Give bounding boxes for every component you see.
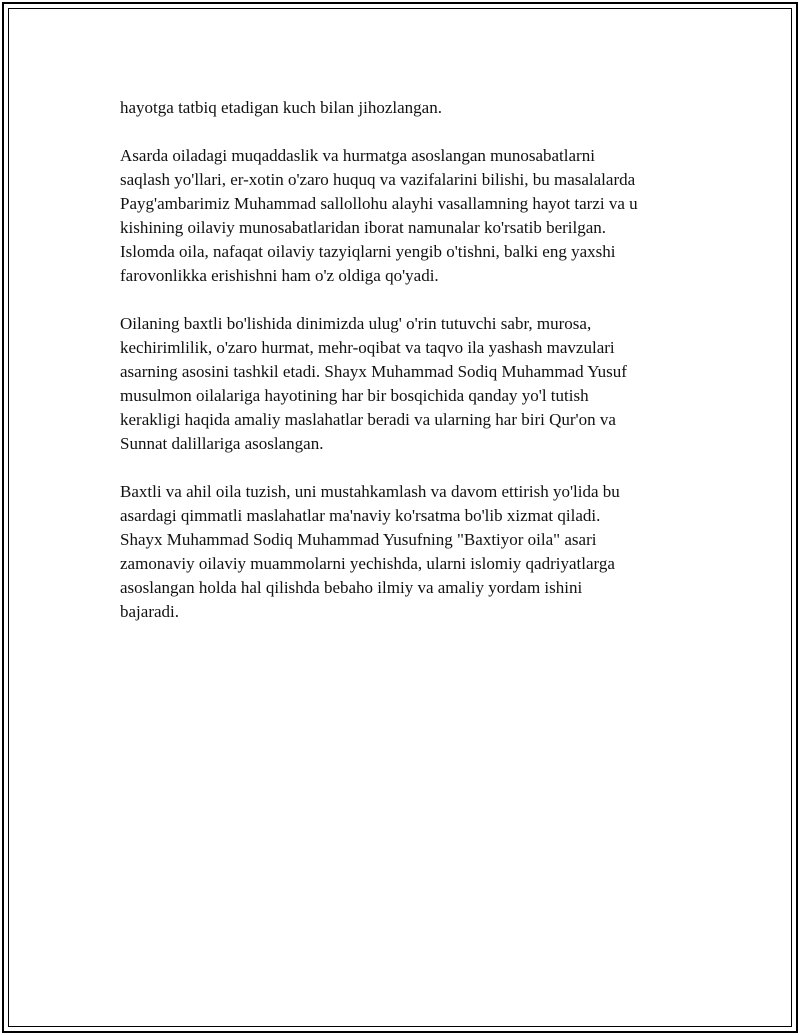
text-line: kerakligi haqida amaliy maslahatlar beradi va ularning har biri Qur'on va [120,410,616,429]
text-line: musulmon oilalariga hayotining har bir bosqichida qanday yo'l tutish [120,386,589,405]
text-line: farovonlikka erishishni ham o'z oldiga qo'yadi. [120,266,439,285]
paragraph-2 [120,144,686,288]
text-line: kechirimlilik, o'zaro hurmat, mehr-oqibat va taqvo ila yashash mavzulari [120,338,615,357]
text-line: Shayx Muhammad Sodiq Muhammad Yusufning "Baxtiyor oila" asari [120,530,597,549]
text-line: Baxtli va ahil oila tuzish, uni mustahkamlash va davom ettirish yo'lida bu [120,482,620,501]
text-line: saqlash yo'llari, er-xotin o'zaro huquq va vazifalarini bilishi, bu masalalarda [120,170,636,189]
text-line: kishining oilaviy munosabatlaridan iborat namunalar ko'rsatib berilgan. [120,218,607,237]
text-line: hayotga tatbiq etadigan kuch bilan jihozlangan. [120,98,442,117]
paragraph-4 [120,480,686,624]
text-line: zamonaviy oilaviy muammolarni yechishda, ularni islomiy qadriyatlarga [120,554,615,573]
page-frame [2,2,798,1033]
document-body [120,96,686,648]
text-line: asardagi qimmatli maslahatlar ma'naviy ko'rsatma bo'lib xizmat qiladi. [120,506,601,525]
paragraph-1 [120,96,686,120]
text-line: Payg'ambarimiz Muhammad sallollohu alayhi vasallamning hayot tarzi va u [120,194,638,213]
paragraph-3 [120,312,686,456]
text-line: Oilaning baxtli bo'lishida dinimizda ulug' o'rin tutuvchi sabr, murosa, [120,314,592,333]
text-line: Sunnat dalillariga asoslangan. [120,434,324,453]
text-line: Asarda oiladagi muqaddaslik va hurmatga asoslangan munosabatlarni [120,146,595,165]
text-line: asoslangan holda hal qilishda bebaho ilmiy va amaliy yordam ishini [120,578,583,597]
text-line: asarning asosini tashkil etadi. Shayx Muhammad Sodiq Muhammad Yusuf [120,362,627,381]
text-line: bajaradi. [120,602,179,621]
text-line: Islomda oila, nafaqat oilaviy tazyiqlarni yengib o'tishni, balki eng yaxshi [120,242,616,261]
